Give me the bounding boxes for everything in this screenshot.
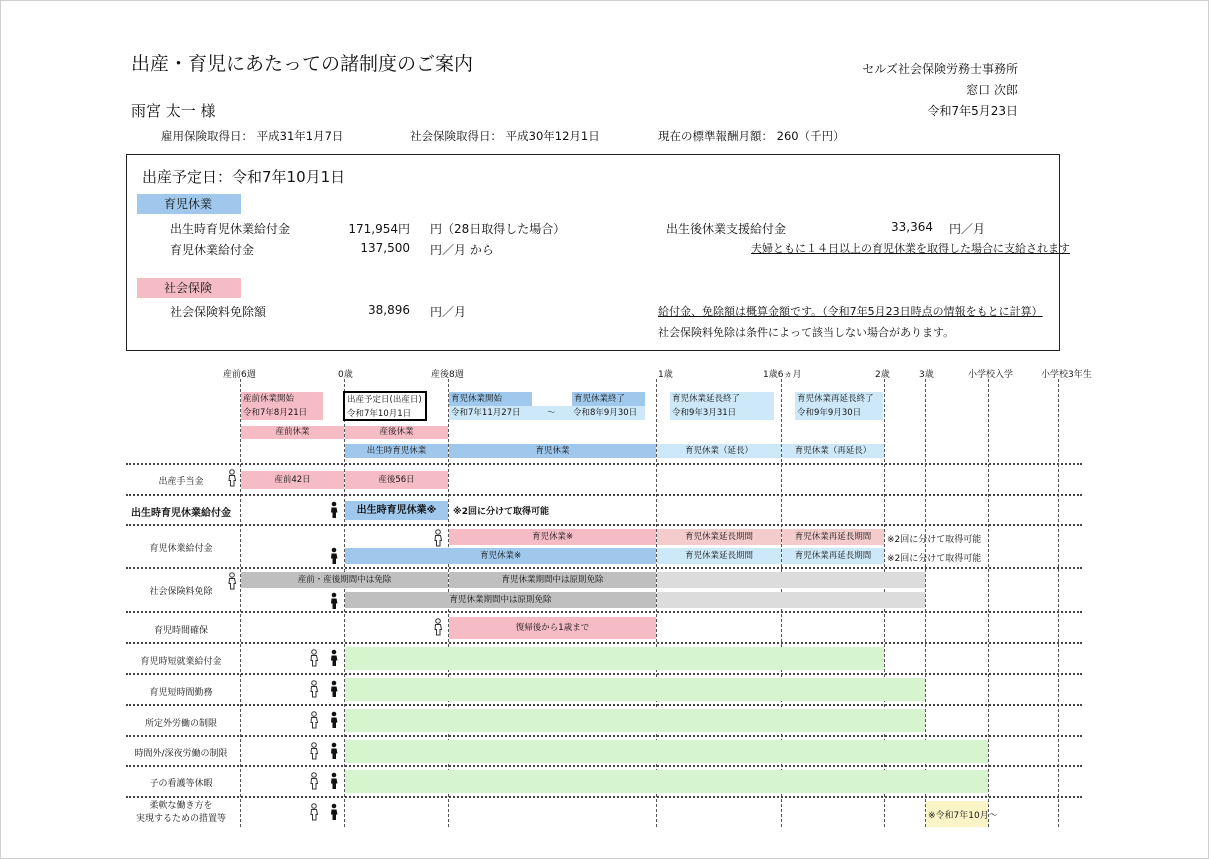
postbirth-support-label: 出生後休業支援給付金: [666, 222, 787, 236]
row-separator: [126, 796, 1082, 798]
period-postnatal-leave: 産後休業: [345, 426, 448, 439]
marker-prenatal-6w: 産前6週: [223, 370, 256, 380]
female-person-icon: [309, 742, 319, 760]
bar-cb-male-ext: 育児休業延長期間: [657, 548, 781, 564]
row-label-childcare-benefit: 育児休業給付金: [149, 544, 213, 554]
bar-short-time-work: [345, 678, 925, 701]
marker-age-1: 1歳: [658, 370, 673, 380]
bar-pe-male-extended: [657, 592, 925, 608]
row-label-short-time-benefit: 育児時短就業給付金: [140, 657, 222, 667]
office-block: [862, 59, 1018, 122]
row-label-premium-exempt: 社会保険料免除: [149, 587, 213, 597]
row-separator: [126, 642, 1082, 644]
note-cb-male: ※2回に分けて取得可能: [887, 554, 982, 564]
male-person-icon: [329, 501, 339, 519]
exempt-condition-note: 社会保険料免除は条件によって該当しない場合があります。: [658, 326, 955, 339]
social-insurance-date: 社会保険取得日： 平成30年12月1日: [410, 129, 600, 143]
row-separator: [126, 765, 1082, 767]
female-person-icon: [309, 772, 319, 790]
bar-pe-female-extended: [657, 572, 925, 588]
bar-cb-female-ext: 育児休業延長期間: [657, 529, 781, 545]
male-person-icon: [329, 547, 339, 565]
childcare-benefit-note: 円／月 から: [430, 243, 494, 257]
event-childcare-start: 育児休業開始: [449, 392, 532, 406]
marker-age-3: 3歳: [919, 370, 934, 380]
standard-salary: 現在の標準報酬月額： 260（千円）: [658, 129, 845, 143]
period-prenatal-leave: 産前休業: [241, 426, 344, 439]
childcare-section-header: 育児休業: [137, 194, 241, 214]
office-person: 窓口 次郎: [966, 83, 1018, 97]
row-label-birth-benefit: 出生時育児休業給付金: [131, 508, 231, 519]
row-label-flexible-work: 柔軟な働き方を 実現するための措置等: [135, 801, 226, 824]
period-birth-childcare-leave: 出生時育児休業: [345, 444, 448, 458]
note-birth-benefit: ※2回に分けて取得可能: [453, 507, 550, 517]
marker-elementary-entry: 小学校入学: [968, 370, 1014, 380]
male-person-icon: [329, 803, 339, 821]
postbirth-support-unit: 円／月: [949, 222, 986, 236]
female-person-icon: [227, 469, 237, 487]
bar-maternity-pre: 産前42日: [241, 471, 344, 489]
female-person-icon: [309, 680, 319, 698]
bar-pe-male-main: 育児休業期間中は原則免除: [345, 592, 656, 608]
female-person-icon: [433, 618, 443, 636]
bar-childcare-time: 復帰後から1歳まで: [449, 617, 656, 639]
vline-prenatal-6w: [240, 379, 241, 827]
row-separator: [126, 463, 1082, 465]
bar-nursing-leave: [345, 770, 988, 793]
premium-exempt-label: 社会保険料免除額: [170, 305, 267, 319]
document-date: 令和7年5月23日: [927, 104, 1018, 118]
row-separator: [126, 524, 1082, 526]
recipient-name: 雨宮 太一 様: [131, 102, 216, 120]
summary-box: [126, 154, 1070, 351]
social-section-header: 社会保険: [137, 278, 241, 298]
bar-cb-male-reext: 育児休業再延長期間: [782, 548, 884, 564]
event-prenatal-start: 産前休業開始 令和7年8月21日: [241, 392, 323, 420]
premium-exempt-unit: 円／月: [430, 305, 467, 319]
row-label-nursing-leave: 子の看護等休暇: [149, 779, 213, 789]
period-childcare-leave: 育児休業: [449, 444, 656, 458]
note-flexible-work: ※令和7年10月～: [928, 811, 998, 821]
event-childcare-end: 育児休業終了: [572, 392, 645, 406]
marker-elementary-3rd: 小学校3年生: [1041, 370, 1092, 380]
birth-leave-benefit-note: 円（28日取得した場合）: [430, 222, 566, 236]
row-separator: [126, 673, 1082, 675]
female-person-icon: [309, 711, 319, 729]
row-separator: [126, 735, 1082, 737]
page-title: 出産・育児にあたっての諸制度のご案内: [131, 53, 474, 75]
bar-birth-benefit: 出生時育児休業※: [345, 501, 448, 520]
male-person-icon: [329, 742, 339, 760]
row-label-maternity-allowance: 出産手当金: [158, 477, 204, 487]
row-label-short-time-work: 育児短時間勤務: [149, 688, 213, 698]
bar-pe-female-main: 育児休業期間中は原則免除: [449, 572, 656, 588]
bar-pe-female-pre: 産前・産後期間中は免除: [241, 572, 448, 588]
bar-maternity-post: 産後56日: [345, 471, 448, 489]
period-childcare-ext: 育児休業（延長）: [657, 444, 781, 458]
row-separator: [126, 704, 1082, 706]
female-person-icon: [309, 803, 319, 821]
premium-exempt-value: 38,896: [368, 303, 410, 317]
event-ext-end: 育児休業延長終了 令和9年3月31日: [670, 392, 774, 420]
note-cb-female: ※2回に分けて取得可能: [887, 535, 982, 545]
employment-insurance-date: 雇用保険取得日： 平成31年1月7日: [161, 129, 344, 143]
marker-age-1-6: 1歳6ヵ月: [763, 370, 802, 380]
birth-leave-benefit-value: 171,954円: [348, 222, 410, 236]
marker-postnatal-8w: 産後8週: [431, 370, 464, 380]
bar-overtime-limit: [345, 709, 925, 732]
row-label-overtime-limit: 所定外労働の制限: [144, 719, 217, 729]
event-due-date: 出産予定日(出産日) 令和7年10月1日: [343, 391, 427, 421]
marker-age-2: 2歳: [875, 370, 890, 380]
male-person-icon: [329, 680, 339, 698]
row-label-childcare-time: 育児時間確保: [153, 626, 208, 636]
male-person-icon: [329, 772, 339, 790]
male-person-icon: [329, 592, 339, 610]
female-person-icon: [227, 572, 237, 590]
birth-leave-benefit-label: 出生時育児休業給付金: [170, 222, 291, 236]
bar-cb-female-main: 育児休業※: [449, 529, 656, 545]
due-date: 出産予定日：令和7年10月1日: [142, 168, 346, 186]
vline-elementary-3rd: [1058, 379, 1059, 827]
postbirth-support-value: 33,364: [891, 220, 933, 234]
row-separator: [126, 494, 1082, 496]
postbirth-support-note: 夫婦ともに１４日以上の育児休業を取得した場合に支給されます: [751, 242, 1070, 255]
female-person-icon: [433, 529, 443, 547]
bar-cb-male-main: 育児休業※: [345, 548, 656, 564]
bar-cb-female-reext: 育児休業再延長期間: [782, 529, 884, 545]
bar-short-time-benefit: [345, 647, 884, 670]
event-childcare-start-date: 令和7年11月27日 ～ 令和8年9月30日: [449, 406, 645, 420]
event-reext-end: 育児休業再延長終了 令和9年9月30日: [795, 392, 883, 420]
estimate-note: 給付金、免除額は概算金額です。（令和7年5月23日時点の情報をもとに計算）: [658, 305, 1043, 318]
row-label-night-limit: 時間外/深夜労働の制限: [134, 749, 228, 759]
male-person-icon: [329, 649, 339, 667]
period-childcare-reext: 育児休業（再延長）: [782, 444, 884, 458]
vline-elementary-entry: [988, 379, 989, 827]
male-person-icon: [329, 711, 339, 729]
marker-age-0: 0歳: [338, 370, 353, 380]
bar-night-limit: [345, 740, 988, 763]
office-name: セルズ社会保険労務士事務所: [862, 62, 1018, 76]
childcare-benefit-label: 育児休業給付金: [170, 243, 255, 257]
row-separator: [126, 611, 1082, 613]
childcare-benefit-value: 137,500: [360, 241, 410, 255]
row-separator: [126, 567, 1082, 569]
female-person-icon: [309, 649, 319, 667]
